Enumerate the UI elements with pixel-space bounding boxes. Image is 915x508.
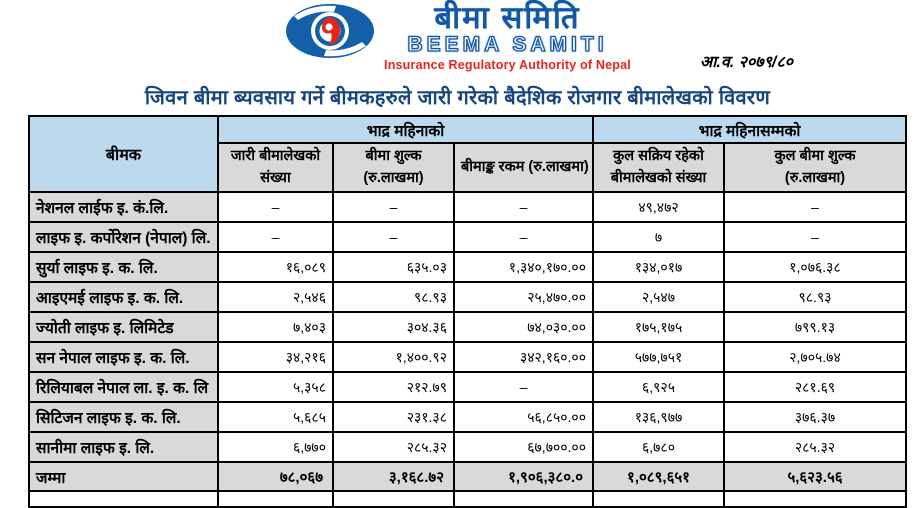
total-label: जम्मा	[29, 462, 218, 491]
sum-insured-cell: ३४२,१६०.००	[454, 342, 593, 372]
header-line: बीमालेखको संख्या	[610, 169, 707, 186]
premium-cell: २८५.३२	[333, 432, 454, 462]
issued-cell: –	[218, 192, 333, 222]
table-row	[29, 432, 906, 462]
issued-cell: ६,७७०	[218, 432, 333, 462]
active-policies-cell: ४९,४७२	[593, 192, 724, 222]
active-policies-cell: २,५४७	[593, 282, 724, 312]
total-premium-cell: २८५.३२	[724, 432, 906, 462]
sum-insured-cell: १,३४०,१७०.००	[454, 252, 593, 282]
page-title: जिवन बीमा ब्यवसाय गर्ने बीमकहरुले जारी गरेको बैदेशिक रोजगार बीमालेखको विवरण	[144, 87, 771, 109]
premium-cell: १,४००.९२	[333, 342, 454, 372]
cut-off-next-row	[29, 491, 906, 507]
fiscal-year-label: आ.व. २०७९/८०	[700, 54, 793, 71]
issued-cell: ७,४०३	[218, 312, 333, 342]
sum-insured-cell: ६७,७००.००	[454, 432, 593, 462]
sum-insured-cell: २५,४७०.००	[454, 282, 593, 312]
col-group-upto-bhadra: भाद्र महिनासम्मको	[593, 116, 906, 143]
insurer-cell: नेशनल लाईफ इ. कं.लि.	[29, 192, 218, 222]
col-header-issued-count	[218, 143, 333, 192]
group-header-row	[29, 116, 906, 143]
insurer-cell: लाइफ इ. कर्पोरेशन (नेपाल) लि.	[29, 222, 218, 252]
table-row	[29, 342, 906, 372]
col-header-sum-insured	[454, 143, 593, 192]
active-policies-cell: ५७७,७५१	[593, 342, 724, 372]
sum-insured-cell: –	[454, 222, 593, 252]
total-premium-cell: ७९९.१३	[724, 312, 906, 342]
sum-insured-cell: ७४,०३०.००	[454, 312, 593, 342]
table-row	[29, 282, 906, 312]
issued-cell: ५,६८५	[218, 402, 333, 432]
total-sum-insured: १,९०६,३८०.०	[454, 462, 593, 491]
issued-cell: ५,३५८	[218, 372, 333, 402]
table-row	[29, 222, 906, 252]
logo-devanagari-title: बीमा समिति	[434, 0, 581, 35]
logo-subtitle: Insurance Regulatory Authority of Nepal	[384, 58, 631, 72]
active-policies-cell: ६,९२५	[593, 372, 724, 402]
table-row	[29, 372, 906, 402]
logo-text	[384, 2, 631, 72]
total-premium-cell: २,७०५.७४	[724, 342, 906, 372]
premium-cell: २१२.७९	[333, 372, 454, 402]
active-policies-cell: १७५,१७५	[593, 312, 724, 342]
table-body	[29, 192, 906, 462]
sum-insured-cell: –	[454, 192, 593, 222]
premium-cell: ३०४.३६	[333, 312, 454, 342]
active-policies-cell: १३४,०१७	[593, 252, 724, 282]
insurer-cell: रिलियाबल नेपाल ला. इ. क. लि	[29, 372, 218, 402]
issued-cell: १६,०८९	[218, 252, 333, 282]
col-header-active-policies	[593, 143, 724, 192]
total-premium-cell: १,०७६.३८	[724, 252, 906, 282]
issued-cell: ३४,२१६	[218, 342, 333, 372]
header-line: जारी बीमालेखको	[230, 148, 321, 165]
total-premium: ३,१६८.७२	[333, 462, 454, 491]
col-header-total-premium	[724, 143, 906, 192]
table-row	[29, 192, 906, 222]
premium-cell: –	[333, 192, 454, 222]
letterhead	[0, 0, 915, 80]
premium-cell: ६३५.०३	[333, 252, 454, 282]
table-row	[29, 252, 906, 282]
total-premium-cell: ३७६.३७	[724, 402, 906, 432]
col-header-insurer: बीमक	[29, 116, 218, 192]
header-line: कुल सक्रिय रहेको	[613, 148, 704, 165]
header-line: (रु.लाखमा)	[784, 169, 846, 186]
insurer-cell: सिटिजन लाइफ इ. क. लि.	[29, 402, 218, 432]
insurer-cell: सुर्या लाइफ इ. क. लि.	[29, 252, 218, 282]
foreign-employment-insurance-table	[28, 115, 907, 508]
active-policies-cell: १३६,९७७	[593, 402, 724, 432]
total-premium-cell: –	[724, 192, 906, 222]
total-total-premium: ५,६२३.५६	[724, 462, 906, 491]
table-row	[29, 402, 906, 432]
total-premium-cell: २८१.६९	[724, 372, 906, 402]
total-row	[29, 462, 906, 491]
sum-insured-cell: –	[454, 372, 593, 402]
premium-cell: ९८.९३	[333, 282, 454, 312]
col-header-premium	[333, 143, 454, 192]
sum-insured-cell: ५६,८५०.००	[454, 402, 593, 432]
logo-latin-title: BEEMA SAMITI	[407, 33, 608, 56]
active-policies-cell: ६,७८०	[593, 432, 724, 462]
beema-samiti-emblem-icon	[284, 2, 376, 60]
insurer-cell: ज्योती लाइफ इ. लिमिटेड	[29, 312, 218, 342]
header-line: बीमाङ्क रकम (रु.लाखमा)	[461, 158, 589, 175]
insurer-cell: आइएमई लाइफ इ. क. लि.	[29, 282, 218, 312]
table-row	[29, 312, 906, 342]
premium-cell: –	[333, 222, 454, 252]
total-issued: ७८,०६७	[218, 462, 333, 491]
header-line: कुल बीमा शुल्क	[774, 148, 856, 165]
header-line: (रु.लाखमा)	[363, 169, 424, 186]
col-group-bhadra-month: भाद्र महिनाको	[218, 116, 593, 143]
insurer-cell: सानीमा लाइफ इ. लि.	[29, 432, 218, 462]
total-premium-cell: ९८.९३	[724, 282, 906, 312]
premium-cell: २३१.३८	[333, 402, 454, 432]
header-line: संख्या	[260, 169, 291, 186]
insurer-cell: सन नेपाल लाइफ इ. क. लि.	[29, 342, 218, 372]
header-line: बीमा शुल्क	[365, 148, 422, 165]
issued-cell: –	[218, 222, 333, 252]
issued-cell: २,५४६	[218, 282, 333, 312]
total-active-policies: १,०८९,६५१	[593, 462, 724, 491]
active-policies-cell: ७	[593, 222, 724, 252]
total-premium-cell: –	[724, 222, 906, 252]
